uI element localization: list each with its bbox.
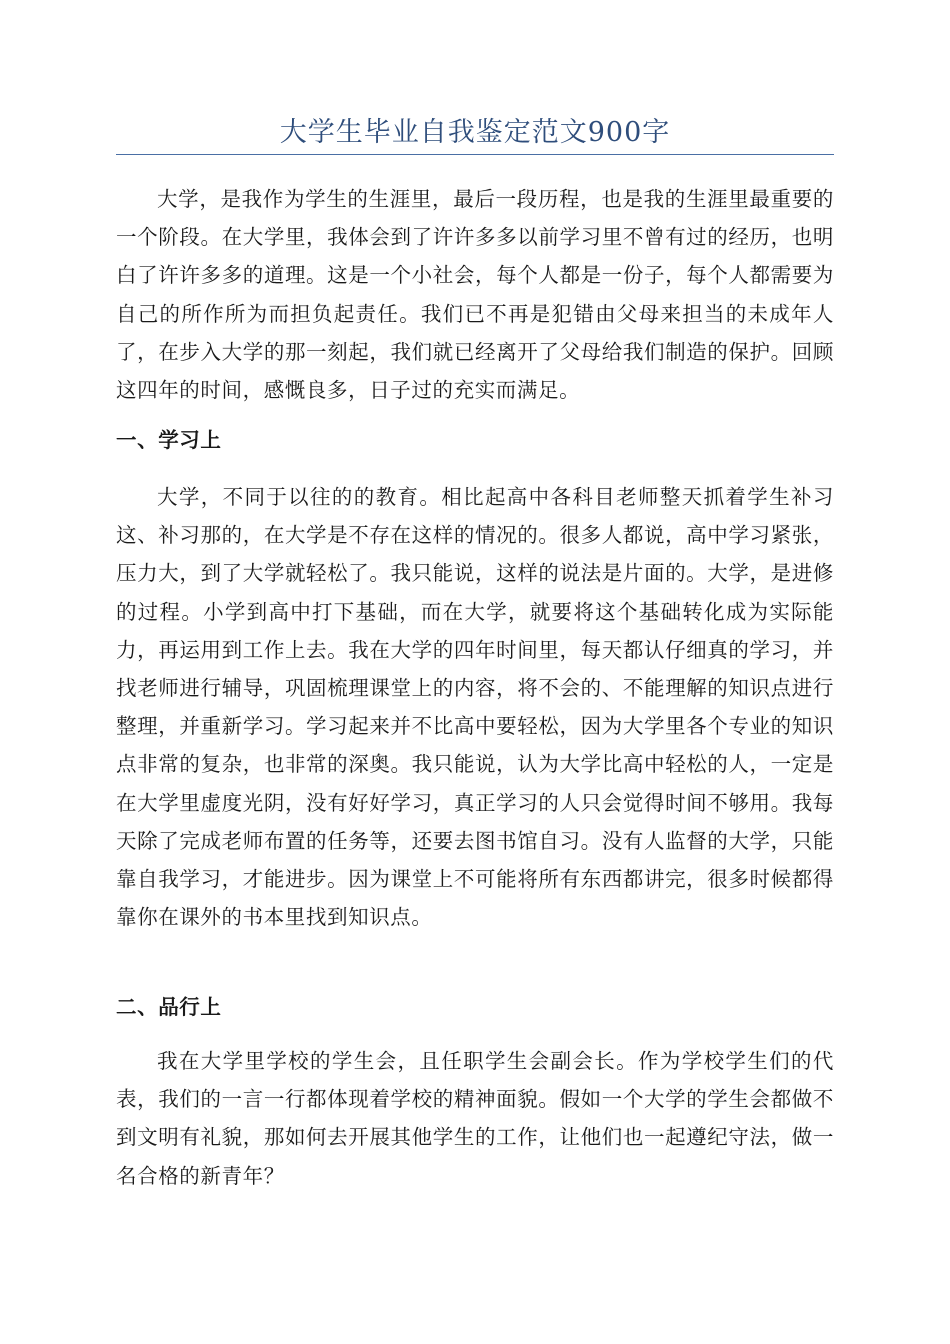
intro-paragraph: 大学，是我作为学生的生涯里，最后一段历程，也是我的生涯里最重要的一个阶段。在大学里，我体会到了许许多多以前学习里不曾有过的经历，也明白了许许多多的道理。这是一个小社会，每个人都是一份子，每个人都需要为自己的所作所为而担负起责任。我们已不再是犯错由父母来担当的未成年人了，在步入大学的那一刻起，我们就已经离开了父母给我们制造的保护。回顾这四年的时间，感慨良多，日子过的充实而满足。 — [116, 187, 834, 403]
section-heading-study: 一、学习上 — [116, 428, 222, 452]
conduct-paragraph: 我在大学里学校的学生会，且任职学生会副会长。作为学校学生们的代表，我们的一言一行都体现着学校的精神面貌。假如一个大学的学生会都做不到文明有礼貌，那如何去开展其他学生的工作，让他们也一起遵纪守法，做一名合格的新青年？ — [116, 1049, 834, 1188]
section-heading-conduct: 二、品行上 — [116, 995, 222, 1019]
document-title: 大学生毕业自我鉴定范文900字 — [279, 117, 671, 148]
title-underline-rule — [116, 154, 834, 155]
study-paragraph: 大学，不同于以往的的教育。相比起高中各科目老师整天抓着学生补习这、补习那的，在大学是不存在这样的情况的。很多人都说，高中学习紧张，压力大，到了大学就轻松了。我只能说，这样的说法是片面的。大学，是进修的过程。小学到高中打下基础，而在大学，就要将这个基础转化成为实际能力，再运用到工作上去。我在大学的四年时间里，每天都认仔细真的学习，并找老师进行辅导，巩固梳理课堂上的内容，将不会的、不能理解的知识点进行整理，并重新学习。学习起来并不比高中要轻松，因为大学里各个专业的知识点非常的复杂，也非常的深奥。我只能说，认为大学比高中轻松的人，一定是在大学里虚度光阴，没有好好学习，真正学习的人只会觉得时间不够用。我每天除了完成老师布置的任务等，还要去图书馆自习。没有人监督的大学，只能靠自我学习，才能进步。因为课堂上不可能将所有东西都讲完，很多时候都得靠你在课外的书本里找到知识点。 — [116, 485, 834, 930]
